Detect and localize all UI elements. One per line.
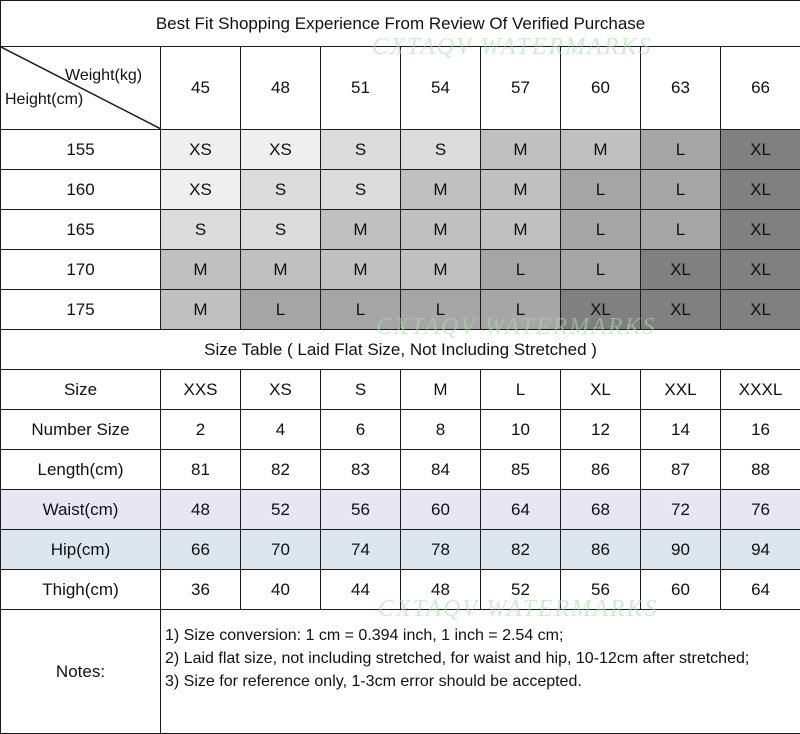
fit-size-cell: M [241, 250, 321, 290]
fit-size-cell: L [561, 170, 641, 210]
fit-size-cell: L [641, 210, 721, 250]
size-cell: 52 [481, 570, 561, 610]
notes-label: Notes: [1, 610, 161, 734]
size-cell: 82 [481, 530, 561, 570]
size-cell: 16 [721, 410, 800, 450]
fit-size-cell: L [481, 250, 561, 290]
size-cell: 8 [401, 410, 481, 450]
fit-size-cell: S [241, 170, 321, 210]
size-cell: XL [561, 370, 641, 410]
row-label: Hip(cm) [1, 530, 161, 570]
fit-size-cell: XL [721, 170, 800, 210]
size-cell: 56 [561, 570, 641, 610]
size-cell: XXXL [721, 370, 800, 410]
size-cell: 4 [241, 410, 321, 450]
size-cell: 64 [481, 490, 561, 530]
fit-row [1, 130, 800, 170]
fit-size-cell: XS [241, 130, 321, 170]
size-cell: 36 [161, 570, 241, 610]
fit-size-cell: M [481, 130, 561, 170]
size-cell: 2 [161, 410, 241, 450]
fit-size-cell: M [561, 130, 641, 170]
size-cell: L [481, 370, 561, 410]
fit-size-cell: L [401, 290, 481, 330]
fit-size-cell: XL [721, 210, 800, 250]
fit-size-cell: M [161, 250, 241, 290]
height-cell: 160 [1, 170, 161, 210]
weight-header-cell: 51 [321, 47, 401, 130]
size-cell: 64 [721, 570, 800, 610]
weight-header-cell: 60 [561, 47, 641, 130]
fit-size-cell: M [321, 210, 401, 250]
fit-size-cell: S [321, 130, 401, 170]
fit-size-cell: L [561, 210, 641, 250]
chart-title: Best Fit Shopping Experience From Review Of Verified Purchase [1, 1, 800, 47]
weight-header-cell: 45 [161, 47, 241, 130]
size-cell: XXL [641, 370, 721, 410]
note-line: 2) Laid flat size, not including stretched, for waist and hip, 10-12cm after stretched; [165, 647, 800, 670]
height-cell: 155 [1, 130, 161, 170]
size-cell: 72 [641, 490, 721, 530]
row-label: Thigh(cm) [1, 570, 161, 610]
weight-header-cell: 54 [401, 47, 481, 130]
weight-header-cell: 66 [721, 47, 800, 130]
fit-size-cell: L [321, 290, 401, 330]
size-cell: 88 [721, 450, 800, 490]
size-cell: 78 [401, 530, 481, 570]
fit-row [1, 290, 800, 330]
fit-size-cell: XS [161, 170, 241, 210]
row-label: Number Size [1, 410, 161, 450]
size-cell: 82 [241, 450, 321, 490]
note-line: 3) Size for reference only, 1-3cm error should be accepted. [165, 670, 800, 693]
size-cell: 14 [641, 410, 721, 450]
watermark: CXTAQV WATERMARKS [376, 314, 657, 341]
size-cell: 6 [321, 410, 401, 450]
fit-size-cell: XL [721, 290, 800, 330]
weight-axis-label: Weight(kg) [65, 67, 142, 85]
size-cell: 84 [401, 450, 481, 490]
size-cell: 76 [721, 490, 800, 530]
height-cell: 165 [1, 210, 161, 250]
size-cell: 48 [401, 570, 481, 610]
size-cell: 94 [721, 530, 800, 570]
row-label: Size [1, 370, 161, 410]
fit-size-cell: M [401, 250, 481, 290]
size-cell: 90 [641, 530, 721, 570]
waist-row [1, 490, 800, 530]
corner-header-cell [1, 47, 161, 130]
fit-size-cell: M [161, 290, 241, 330]
fit-size-cell: M [321, 250, 401, 290]
row-label: Waist(cm) [1, 490, 161, 530]
fit-size-cell: L [641, 170, 721, 210]
notes-content [161, 610, 800, 734]
fit-size-cell: M [401, 170, 481, 210]
size-cell: 86 [561, 530, 641, 570]
size-table-title: Size Table ( Laid Flat Size, Not Including Stretched ) [1, 330, 800, 370]
size-cell: 52 [241, 490, 321, 530]
weight-header-cell: 48 [241, 47, 321, 130]
number-size-row [1, 410, 800, 450]
fit-size-cell: L [561, 250, 641, 290]
size-cell: 70 [241, 530, 321, 570]
watermark: CXTAQV WATERMARKS [372, 34, 653, 61]
fit-size-cell: L [481, 290, 561, 330]
fit-size-cell: XL [641, 290, 721, 330]
height-axis-label: Height(cm) [5, 91, 83, 109]
size-cell: XS [241, 370, 321, 410]
size-cell: 44 [321, 570, 401, 610]
fit-row [1, 250, 800, 290]
fit-size-cell: XL [721, 130, 800, 170]
size-cell: 86 [561, 450, 641, 490]
size-cell: S [321, 370, 401, 410]
fit-size-cell: XL [641, 250, 721, 290]
size-cell: 68 [561, 490, 641, 530]
fit-size-cell: S [241, 210, 321, 250]
fit-row [1, 170, 800, 210]
fit-size-cell: L [641, 130, 721, 170]
thigh-row [1, 570, 800, 610]
size-cell: 66 [161, 530, 241, 570]
fit-size-cell: S [321, 170, 401, 210]
size-cell: 74 [321, 530, 401, 570]
fit-size-cell: M [481, 210, 561, 250]
size-cell: 81 [161, 450, 241, 490]
watermark: CXTAQV WATERMARKS [378, 596, 659, 623]
diagonal-divider [1, 47, 161, 129]
size-cell: 40 [241, 570, 321, 610]
size-row [1, 370, 800, 410]
fit-size-cell: S [161, 210, 241, 250]
size-cell: 10 [481, 410, 561, 450]
size-cell: XXS [161, 370, 241, 410]
fit-size-cell: M [401, 210, 481, 250]
hip-row [1, 530, 800, 570]
size-cell: 48 [161, 490, 241, 530]
fit-size-cell: L [241, 290, 321, 330]
fit-row [1, 210, 800, 250]
fit-size-cell: XS [161, 130, 241, 170]
row-label: Length(cm) [1, 450, 161, 490]
size-cell: 85 [481, 450, 561, 490]
size-cell: 12 [561, 410, 641, 450]
fit-size-cell: S [401, 130, 481, 170]
size-cell: 56 [321, 490, 401, 530]
size-cell: 60 [401, 490, 481, 530]
size-cell: 83 [321, 450, 401, 490]
size-cell: M [401, 370, 481, 410]
height-cell: 175 [1, 290, 161, 330]
fit-size-cell: XL [721, 250, 800, 290]
fit-size-cell: M [481, 170, 561, 210]
note-line: 1) Size conversion: 1 cm = 0.394 inch, 1 inch = 2.54 cm; [165, 624, 800, 647]
weight-header-cell: 57 [481, 47, 561, 130]
weight-header-cell: 63 [641, 47, 721, 130]
height-cell: 170 [1, 250, 161, 290]
length-row [1, 450, 800, 490]
size-cell: 87 [641, 450, 721, 490]
fit-size-cell: XL [561, 290, 641, 330]
size-cell: 60 [641, 570, 721, 610]
